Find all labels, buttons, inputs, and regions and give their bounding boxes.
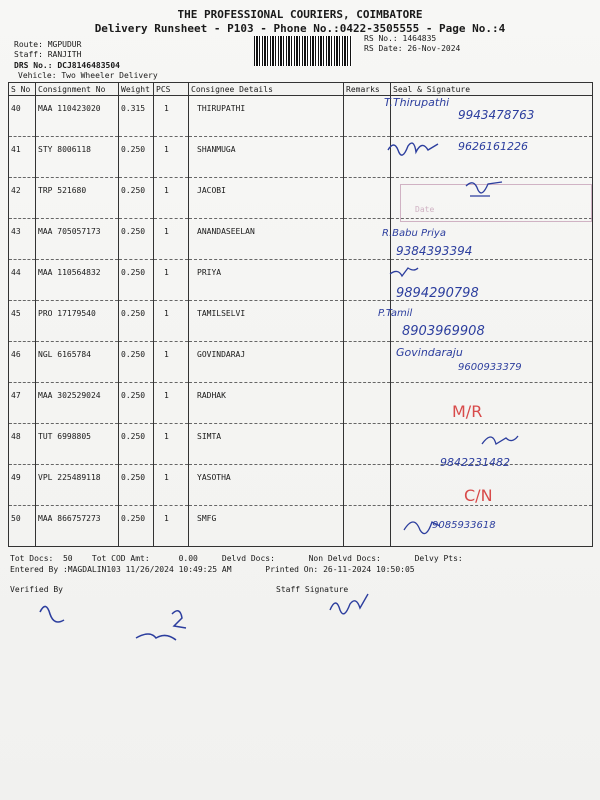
row-consignee: SMFG [189, 506, 344, 547]
row-weight: 0.250 [119, 424, 154, 465]
row-sno: 40 [9, 96, 36, 137]
entered-by-line: Entered By :MAGDALIN103 11/26/2024 10:49:25 AM Printed On: 26-11-2024 10:50:05 [10, 565, 415, 574]
row-weight: 0.250 [119, 465, 154, 506]
row-pcs: 1 [154, 219, 189, 260]
col-consignment: Consignment No [36, 83, 119, 96]
rs-number: RS No.: 1464835 [364, 34, 437, 43]
col-seal-signature: Seal & Signature [391, 83, 593, 96]
rs-date: RS Date: 26-Nov-2024 [364, 44, 461, 53]
col-consignee: Consignee Details [189, 83, 344, 96]
phone-46: 9600933379 [458, 362, 522, 373]
row-consignment: NGL 6165784 [36, 342, 119, 383]
route-label: Route: MGPUDUR [14, 40, 82, 49]
staff-label: Staff: RANJITH [14, 50, 82, 59]
phone-43: 9384393394 [396, 244, 473, 258]
row-consignee: RADHAK [189, 383, 344, 424]
row-consignee: PRIYA [189, 260, 344, 301]
vehicle-label: Vehicle: Two Wheeler Delivery [18, 71, 158, 80]
row-pcs: 1 [154, 506, 189, 547]
row-sno: 49 [9, 465, 36, 506]
row-sno: 45 [9, 301, 36, 342]
row-consignment: PRO 17179540 [36, 301, 119, 342]
row-pcs: 1 [154, 178, 189, 219]
row-consignment: MAA 302529024 [36, 383, 119, 424]
row-pcs: 1 [154, 465, 189, 506]
row-sno: 44 [9, 260, 36, 301]
row-pcs: 1 [154, 383, 189, 424]
drs-number: DRS No.: DCJ8146483504 [14, 61, 120, 70]
row-weight: 0.250 [119, 137, 154, 178]
row-consignee: YASOTHA [189, 465, 344, 506]
row-weight: 0.250 [119, 506, 154, 547]
row-consignee: SHANMUGA [189, 137, 344, 178]
row-pcs: 1 [154, 260, 189, 301]
row-consignment: TUT 6998805 [36, 424, 119, 465]
phone-45: 8903969908 [402, 324, 485, 339]
verifier-signature-2 [136, 611, 186, 640]
signature-scribble-50 [404, 522, 440, 534]
row-consignee: SIMTA [189, 424, 344, 465]
row-consignee: ANANDASEELAN [189, 219, 344, 260]
stamp-date-label: Date [415, 205, 435, 214]
row-pcs: 1 [154, 301, 189, 342]
signature-43: R.Babu Priya [382, 228, 446, 239]
company-title: THE PROFESSIONAL COURIERS, COIMBATORE [177, 8, 423, 21]
row-weight: 0.315 [119, 96, 154, 137]
row-sno: 50 [9, 506, 36, 547]
remark-49: C/N [464, 486, 493, 505]
row-weight: 0.250 [119, 178, 154, 219]
row-weight: 0.250 [119, 383, 154, 424]
runsheet-subtitle: Delivery Runsheet - P103 - Phone No.:0422-3505555 - Page No.:4 [94, 22, 506, 35]
staff-signature-label: Staff Signature [276, 585, 349, 594]
signature-40: T.Thirupathi [384, 96, 450, 109]
row-sno: 47 [9, 383, 36, 424]
row-consignment: TRP 521680 [36, 178, 119, 219]
col-weight: Weight [119, 83, 154, 96]
signature-scribble-41 [388, 143, 438, 155]
row-weight: 0.250 [119, 219, 154, 260]
row-weight: 0.250 [119, 342, 154, 383]
row-consignment: MAA 110564832 [36, 260, 119, 301]
row-weight: 0.250 [119, 260, 154, 301]
row-sno: 48 [9, 424, 36, 465]
phone-49: 9842231482 [440, 456, 510, 469]
row-sno: 43 [9, 219, 36, 260]
row-pcs: 1 [154, 137, 189, 178]
row-weight: 0.250 [119, 301, 154, 342]
remark-47: M/R [452, 402, 483, 421]
row-consignment: VPL 225489118 [36, 465, 119, 506]
totals-line: Tot Docs: 50 Tot COD Amt: 0.00 Delvd Docs: Non Delvd Docs: Delvy Pts: [10, 554, 463, 563]
row-consignee: TAMILSELVI [189, 301, 344, 342]
row-consignment: MAA 705057173 [36, 219, 119, 260]
col-remarks: Remarks [344, 83, 391, 96]
row-pcs: 1 [154, 424, 189, 465]
phone-40: 9943478763 [458, 108, 535, 122]
row-pcs: 1 [154, 96, 189, 137]
col-sno: S No [9, 83, 36, 96]
staff-signature-mark [330, 594, 368, 614]
verifier-signature [40, 606, 64, 622]
row-consignee: THIRUPATHI [189, 96, 344, 137]
signature-scribble-44 [390, 268, 418, 276]
phone-50: 9085933618 [432, 520, 496, 531]
signature-scribble-42 [466, 182, 502, 196]
signature-45: P.Tamil [378, 308, 413, 319]
row-sno: 41 [9, 137, 36, 178]
verified-by-label: Verified By [10, 585, 63, 594]
row-sno: 46 [9, 342, 36, 383]
phone-44: 9894290798 [396, 286, 479, 301]
col-pcs: PCS [154, 83, 189, 96]
row-consignment: STY 8006118 [36, 137, 119, 178]
signature-46: Govindaraju [396, 346, 463, 359]
row-consignment: MAA 110423020 [36, 96, 119, 137]
row-sno: 42 [9, 178, 36, 219]
phone-41: 9626161226 [458, 140, 528, 153]
row-consignee: GOVINDARAJ [189, 342, 344, 383]
row-consignee: JACOBI [189, 178, 344, 219]
row-consignment: MAA 866757273 [36, 506, 119, 547]
signature-scribble-49 [482, 436, 518, 444]
row-pcs: 1 [154, 342, 189, 383]
